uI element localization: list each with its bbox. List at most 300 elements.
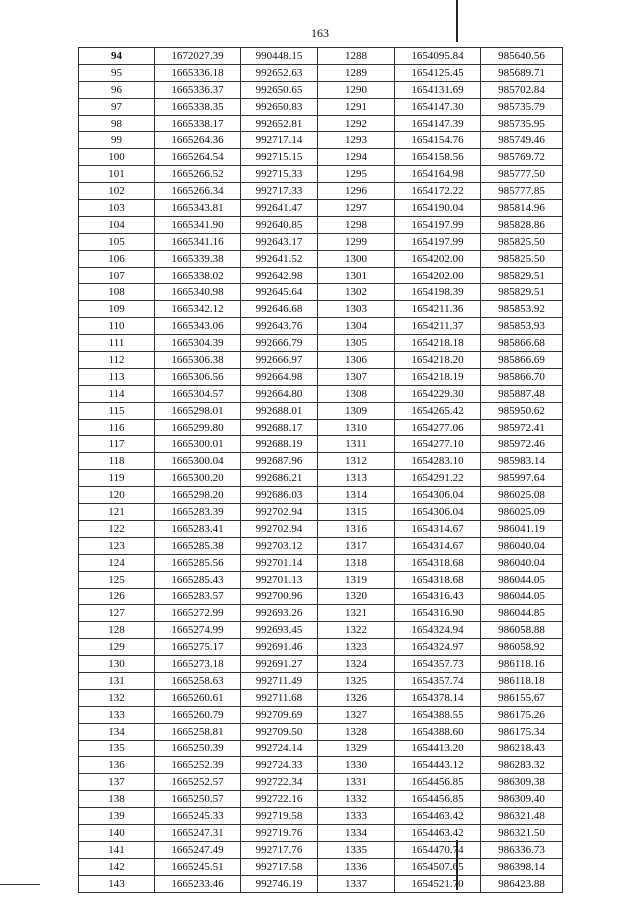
table-cell-col-id: 98	[79, 115, 155, 132]
table-cell-col-x: 1665336.37	[155, 81, 241, 98]
table-cell-col-y: 992688.17	[241, 419, 318, 436]
table-row	[79, 504, 563, 521]
table-cell-col-x2: 1654202.00	[395, 267, 481, 284]
table-cell-col-id2: 1317	[318, 537, 395, 554]
table-cell-col-x2: 1654413.20	[395, 740, 481, 757]
table-cell-col-y2: 986309.38	[481, 774, 563, 791]
table-cell-col-y2: 985825.50	[481, 250, 563, 267]
table-cell-col-x: 1665336.18	[155, 64, 241, 81]
table-cell-col-x2: 1654463.42	[395, 808, 481, 825]
table-cell-col-id: 143	[79, 875, 155, 892]
table-cell-col-x: 1665245.33	[155, 808, 241, 825]
table-cell-col-y: 992641.47	[241, 200, 318, 217]
table-cell-col-x: 1672027.39	[155, 48, 241, 65]
table-cell-col-y2: 985689.71	[481, 64, 563, 81]
table-cell-col-x: 1665250.39	[155, 740, 241, 757]
table-cell-col-x: 1665343.81	[155, 200, 241, 217]
table-cell-col-id: 97	[79, 98, 155, 115]
table-cell-col-id: 111	[79, 335, 155, 352]
table-cell-col-y: 992693.26	[241, 605, 318, 622]
table-cell-col-y2: 986025.09	[481, 504, 563, 521]
table-cell-col-x: 1665304.39	[155, 335, 241, 352]
table-cell-col-id: 127	[79, 605, 155, 622]
table-cell-col-id: 121	[79, 504, 155, 521]
table-cell-col-x: 1665300.20	[155, 470, 241, 487]
table-row	[79, 115, 563, 132]
table-cell-col-y2: 985983.14	[481, 453, 563, 470]
table-cell-col-id2: 1293	[318, 132, 395, 149]
table-row	[79, 554, 563, 571]
table-row	[79, 402, 563, 419]
table-row	[79, 858, 563, 875]
table-cell-col-x: 1665275.17	[155, 639, 241, 656]
table-cell-col-y2: 985735.95	[481, 115, 563, 132]
table-cell-col-id2: 1320	[318, 588, 395, 605]
table-cell-col-x2: 1654202.00	[395, 250, 481, 267]
table-cell-col-id: 132	[79, 689, 155, 706]
table-cell-col-y: 992700.96	[241, 588, 318, 605]
table-cell-col-y2: 985735.79	[481, 98, 563, 115]
table-cell-col-id: 138	[79, 791, 155, 808]
table-cell-col-y2: 986040.04	[481, 537, 563, 554]
table-cell-col-x2: 1654324.97	[395, 639, 481, 656]
table-cell-col-y2: 985828.86	[481, 216, 563, 233]
table-cell-col-y: 992715.15	[241, 149, 318, 166]
table-cell-col-y: 992717.33	[241, 183, 318, 200]
table-cell-col-x: 1665341.90	[155, 216, 241, 233]
table-row	[79, 841, 563, 858]
table-row	[79, 419, 563, 436]
table-cell-col-x: 1665283.39	[155, 504, 241, 521]
table-cell-col-x2: 1654388.60	[395, 723, 481, 740]
table-cell-col-id2: 1308	[318, 385, 395, 402]
table-cell-col-id: 136	[79, 757, 155, 774]
table-cell-col-id: 122	[79, 520, 155, 537]
table-cell-col-id2: 1322	[318, 622, 395, 639]
table-cell-col-y: 992711.49	[241, 672, 318, 689]
table-cell-col-id: 100	[79, 149, 155, 166]
table-cell-col-y2: 986058.88	[481, 622, 563, 639]
table-cell-col-id2: 1297	[318, 200, 395, 217]
table-cell-col-x: 1665285.56	[155, 554, 241, 571]
table-cell-col-x2: 1654291.22	[395, 470, 481, 487]
table-cell-col-y2: 985866.68	[481, 335, 563, 352]
table-cell-col-x: 1665298.20	[155, 487, 241, 504]
table-row	[79, 98, 563, 115]
table-cell-col-y2: 986118.16	[481, 656, 563, 673]
table-cell-col-y: 992722.16	[241, 791, 318, 808]
table-cell-col-y2: 986321.50	[481, 824, 563, 841]
table-cell-col-y: 992666.79	[241, 335, 318, 352]
table-cell-col-x2: 1654095.84	[395, 48, 481, 65]
table-cell-col-x: 1665258.81	[155, 723, 241, 740]
table-cell-col-y2: 986040.04	[481, 554, 563, 571]
table-cell-col-id2: 1331	[318, 774, 395, 791]
table-cell-col-y2: 986175.26	[481, 706, 563, 723]
table-cell-col-id2: 1294	[318, 149, 395, 166]
table-cell-col-x: 1665252.57	[155, 774, 241, 791]
table-cell-col-id2: 1336	[318, 858, 395, 875]
table-cell-col-id2: 1300	[318, 250, 395, 267]
table-cell-col-id: 112	[79, 352, 155, 369]
table-cell-col-y: 992702.94	[241, 520, 318, 537]
table-cell-col-x: 1665283.41	[155, 520, 241, 537]
table-cell-col-y2: 986041.19	[481, 520, 563, 537]
table-cell-col-x: 1665304.57	[155, 385, 241, 402]
table-cell-col-y: 992687.96	[241, 453, 318, 470]
table-cell-col-y: 992664.80	[241, 385, 318, 402]
table-cell-col-id2: 1315	[318, 504, 395, 521]
table-cell-col-x: 1665258.63	[155, 672, 241, 689]
table-cell-col-id: 124	[79, 554, 155, 571]
table-cell-col-x2: 1654229.30	[395, 385, 481, 402]
table-cell-col-id: 106	[79, 250, 155, 267]
table-cell-col-y: 992688.19	[241, 436, 318, 453]
table-cell-col-x: 1665247.49	[155, 841, 241, 858]
page-number: 163	[311, 26, 329, 40]
table-row	[79, 639, 563, 656]
table-cell-col-x: 1665250.57	[155, 791, 241, 808]
table-cell-col-x2: 1654218.20	[395, 352, 481, 369]
table-cell-col-y: 992722.34	[241, 774, 318, 791]
table-cell-col-id2: 1324	[318, 656, 395, 673]
table-row	[79, 689, 563, 706]
table-cell-col-x2: 1654198.39	[395, 284, 481, 301]
table-cell-col-y: 992711.68	[241, 689, 318, 706]
table-cell-col-y2: 985972.46	[481, 436, 563, 453]
table-cell-col-y2: 986321.48	[481, 808, 563, 825]
table-row	[79, 453, 563, 470]
table-cell-col-id: 123	[79, 537, 155, 554]
table-row	[79, 132, 563, 149]
table-cell-col-x: 1665274.99	[155, 622, 241, 639]
table-cell-col-x: 1665264.54	[155, 149, 241, 166]
table-cell-col-y: 992686.21	[241, 470, 318, 487]
table-cell-col-y: 992641.52	[241, 250, 318, 267]
table-cell-col-id: 119	[79, 470, 155, 487]
table-cell-col-x: 1665272.99	[155, 605, 241, 622]
table-cell-col-y: 992717.58	[241, 858, 318, 875]
table-cell-col-id: 131	[79, 672, 155, 689]
table-cell-col-y2: 985829.51	[481, 267, 563, 284]
table-row	[79, 588, 563, 605]
table-cell-col-x2: 1654265.42	[395, 402, 481, 419]
table-cell-col-y2: 986155.67	[481, 689, 563, 706]
scan-bottom-line	[0, 884, 40, 885]
table-row	[79, 64, 563, 81]
table-cell-col-id2: 1334	[318, 824, 395, 841]
table-row	[79, 385, 563, 402]
table-cell-col-x: 1665343.06	[155, 318, 241, 335]
table-cell-col-x: 1665300.01	[155, 436, 241, 453]
table-cell-col-x: 1665341.16	[155, 233, 241, 250]
table-cell-col-id2: 1311	[318, 436, 395, 453]
table-cell-col-id2: 1327	[318, 706, 395, 723]
table-cell-col-y2: 985853.93	[481, 318, 563, 335]
table-cell-col-x: 1665264.36	[155, 132, 241, 149]
table-cell-col-id2: 1303	[318, 301, 395, 318]
table-cell-col-y: 992691.46	[241, 639, 318, 656]
table-cell-col-id: 109	[79, 301, 155, 318]
table-cell-col-x: 1665342.12	[155, 301, 241, 318]
table-cell-col-y2: 986283.32	[481, 757, 563, 774]
table-row	[79, 740, 563, 757]
table-cell-col-id2: 1325	[318, 672, 395, 689]
table-cell-col-x2: 1654388.55	[395, 706, 481, 723]
table-cell-col-id: 110	[79, 318, 155, 335]
table-cell-col-id2: 1291	[318, 98, 395, 115]
table-cell-col-id2: 1310	[318, 419, 395, 436]
table-cell-col-y2: 985640.56	[481, 48, 563, 65]
table-cell-col-id: 105	[79, 233, 155, 250]
table-cell-col-x2: 1654324.94	[395, 622, 481, 639]
coordinates-table	[78, 47, 563, 893]
table-row	[79, 216, 563, 233]
table-cell-col-x2: 1654211.36	[395, 301, 481, 318]
table-row	[79, 824, 563, 841]
table-cell-col-y: 992652.81	[241, 115, 318, 132]
table-cell-col-y: 992640.85	[241, 216, 318, 233]
table-cell-col-y: 992717.14	[241, 132, 318, 149]
table-cell-col-x2: 1654316.90	[395, 605, 481, 622]
table-row	[79, 706, 563, 723]
scan-edge-mark-top	[456, 0, 458, 42]
table-row	[79, 723, 563, 740]
table-cell-col-id2: 1306	[318, 352, 395, 369]
table-cell-col-id: 125	[79, 571, 155, 588]
table-cell-col-x2: 1654218.18	[395, 335, 481, 352]
table-cell-col-y2: 985866.70	[481, 368, 563, 385]
table-cell-col-x2: 1654456.85	[395, 791, 481, 808]
table-cell-col-id: 135	[79, 740, 155, 757]
table-cell-col-id2: 1298	[318, 216, 395, 233]
table-cell-col-y2: 985825.50	[481, 233, 563, 250]
table-cell-col-id: 116	[79, 419, 155, 436]
table-cell-col-id: 139	[79, 808, 155, 825]
table-row	[79, 436, 563, 453]
table-cell-col-x: 1665338.17	[155, 115, 241, 132]
table-cell-col-x: 1665340.98	[155, 284, 241, 301]
table-cell-col-x: 1665260.61	[155, 689, 241, 706]
table-cell-col-y2: 986058.92	[481, 639, 563, 656]
table-row	[79, 656, 563, 673]
table-cell-col-y2: 985950.62	[481, 402, 563, 419]
table-cell-col-id2: 1318	[318, 554, 395, 571]
table-cell-col-y2: 986044.05	[481, 588, 563, 605]
table-cell-col-y: 992686.03	[241, 487, 318, 504]
table-cell-col-id: 103	[79, 200, 155, 217]
table-cell-col-x2: 1654318.68	[395, 554, 481, 571]
table-cell-col-x2: 1654456.85	[395, 774, 481, 791]
table-cell-col-y: 992703.12	[241, 537, 318, 554]
table-cell-col-y: 992645.64	[241, 284, 318, 301]
table-row	[79, 301, 563, 318]
table-cell-col-id: 96	[79, 81, 155, 98]
table-cell-col-y: 992691.27	[241, 656, 318, 673]
table-row	[79, 335, 563, 352]
table-row	[79, 81, 563, 98]
table-cell-col-id2: 1309	[318, 402, 395, 419]
table-cell-col-x: 1665306.38	[155, 352, 241, 369]
table-cell-col-x2: 1654470.74	[395, 841, 481, 858]
table-cell-col-id2: 1288	[318, 48, 395, 65]
table-cell-col-y: 992709.50	[241, 723, 318, 740]
table-cell-col-y2: 986044.05	[481, 571, 563, 588]
table-row	[79, 48, 563, 65]
table-cell-col-x2: 1654125.45	[395, 64, 481, 81]
table-cell-col-y2: 986118.18	[481, 672, 563, 689]
table-cell-col-y: 992643.76	[241, 318, 318, 335]
table-cell-col-id: 129	[79, 639, 155, 656]
table-cell-col-y: 992701.13	[241, 571, 318, 588]
table-row	[79, 757, 563, 774]
table-cell-col-id: 141	[79, 841, 155, 858]
table-row	[79, 672, 563, 689]
table-cell-col-y2: 985972.41	[481, 419, 563, 436]
table-cell-col-x2: 1654277.10	[395, 436, 481, 453]
table-cell-col-id: 101	[79, 166, 155, 183]
table-cell-col-id2: 1332	[318, 791, 395, 808]
table-cell-col-x2: 1654521.70	[395, 875, 481, 892]
table-cell-col-y2: 986398.14	[481, 858, 563, 875]
table-cell-col-id: 102	[79, 183, 155, 200]
table-cell-col-x2: 1654277.06	[395, 419, 481, 436]
table-cell-col-id2: 1316	[318, 520, 395, 537]
table-cell-col-id2: 1321	[318, 605, 395, 622]
table-row	[79, 791, 563, 808]
table-cell-col-id2: 1335	[318, 841, 395, 858]
table-cell-col-x: 1665266.34	[155, 183, 241, 200]
table-cell-col-y: 992688.01	[241, 402, 318, 419]
table-cell-col-x2: 1654190.04	[395, 200, 481, 217]
table-cell-col-id: 133	[79, 706, 155, 723]
table-row	[79, 166, 563, 183]
table-cell-col-x: 1665338.02	[155, 267, 241, 284]
table-cell-col-x: 1665247.31	[155, 824, 241, 841]
table-cell-col-x: 1665298.01	[155, 402, 241, 419]
table-cell-col-y: 992650.83	[241, 98, 318, 115]
table-row	[79, 520, 563, 537]
table-cell-col-x: 1665299.80	[155, 419, 241, 436]
table-cell-col-y2: 985749.46	[481, 132, 563, 149]
table-cell-col-y2: 985997.64	[481, 470, 563, 487]
table-cell-col-y: 992724.33	[241, 757, 318, 774]
table-cell-col-y: 992701.14	[241, 554, 318, 571]
table-cell-col-x: 1665233.46	[155, 875, 241, 892]
table-row	[79, 149, 563, 166]
table-row	[79, 368, 563, 385]
table-cell-col-id: 118	[79, 453, 155, 470]
table-row	[79, 200, 563, 217]
table-cell-col-id: 134	[79, 723, 155, 740]
table-cell-col-x2: 1654507.65	[395, 858, 481, 875]
table-cell-col-x2: 1654147.39	[395, 115, 481, 132]
table-cell-col-id2: 1307	[318, 368, 395, 385]
table-cell-col-x: 1665339.38	[155, 250, 241, 267]
table-cell-col-x2: 1654158.56	[395, 149, 481, 166]
table-cell-col-x: 1665260.79	[155, 706, 241, 723]
table-cell-col-x2: 1654147.30	[395, 98, 481, 115]
table-cell-col-id2: 1305	[318, 335, 395, 352]
table-cell-col-y: 992693.45	[241, 622, 318, 639]
table-cell-col-x: 1665306.56	[155, 368, 241, 385]
table-row	[79, 250, 563, 267]
table-cell-col-x: 1665285.43	[155, 571, 241, 588]
table-cell-col-y2: 986423.88	[481, 875, 563, 892]
table-cell-col-x2: 1654131.69	[395, 81, 481, 98]
table-cell-col-y: 992643.17	[241, 233, 318, 250]
table-cell-col-x2: 1654357.74	[395, 672, 481, 689]
table-cell-col-x2: 1654378.14	[395, 689, 481, 706]
table-row	[79, 284, 563, 301]
table-cell-col-y: 992666.97	[241, 352, 318, 369]
table-cell-col-id2: 1314	[318, 487, 395, 504]
table-cell-col-x2: 1654314.67	[395, 520, 481, 537]
table-cell-col-y: 992715.33	[241, 166, 318, 183]
table-cell-col-y: 992719.76	[241, 824, 318, 841]
table-cell-col-y2: 985866.69	[481, 352, 563, 369]
table-row	[79, 233, 563, 250]
table-row	[79, 487, 563, 504]
table-cell-col-id: 94	[79, 48, 155, 65]
table-cell-col-id2: 1289	[318, 64, 395, 81]
table-cell-col-y: 992642.98	[241, 267, 318, 284]
table-cell-col-id: 126	[79, 588, 155, 605]
table-cell-col-y2: 986025.08	[481, 487, 563, 504]
table-cell-col-y2: 985853.92	[481, 301, 563, 318]
table-cell-col-id: 130	[79, 656, 155, 673]
table-cell-col-x2: 1654314.67	[395, 537, 481, 554]
table-cell-col-y2: 986309.40	[481, 791, 563, 808]
table-cell-col-x2: 1654283.10	[395, 453, 481, 470]
table-cell-col-x: 1665273.18	[155, 656, 241, 673]
table-cell-col-x2: 1654197.99	[395, 233, 481, 250]
table-row	[79, 571, 563, 588]
table-cell-col-y2: 986218.43	[481, 740, 563, 757]
table-cell-col-x2: 1654154.76	[395, 132, 481, 149]
table-cell-col-x: 1665300.04	[155, 453, 241, 470]
table-cell-col-y: 992702.94	[241, 504, 318, 521]
table-row	[79, 470, 563, 487]
table-cell-col-x2: 1654443.12	[395, 757, 481, 774]
table-cell-col-x2: 1654218.19	[395, 368, 481, 385]
table-cell-col-y2: 985702.84	[481, 81, 563, 98]
table-cell-col-y: 992664.98	[241, 368, 318, 385]
table-cell-col-y: 992646.68	[241, 301, 318, 318]
table-cell-col-y: 992746.19	[241, 875, 318, 892]
table-cell-col-id: 120	[79, 487, 155, 504]
coordinates-table-body	[79, 48, 563, 893]
table-cell-col-y: 992709.69	[241, 706, 318, 723]
table-row	[79, 875, 563, 892]
table-cell-col-id2: 1329	[318, 740, 395, 757]
table-cell-col-x: 1665252.39	[155, 757, 241, 774]
table-cell-col-id: 117	[79, 436, 155, 453]
table-row	[79, 808, 563, 825]
table-cell-col-x: 1665338.35	[155, 98, 241, 115]
table-cell-col-id: 140	[79, 824, 155, 841]
table-cell-col-y2: 985887.48	[481, 385, 563, 402]
table-cell-col-x2: 1654357.73	[395, 656, 481, 673]
table-cell-col-id: 99	[79, 132, 155, 149]
table-cell-col-y2: 985829.51	[481, 284, 563, 301]
table-cell-col-id: 107	[79, 267, 155, 284]
table-cell-col-y: 992724.14	[241, 740, 318, 757]
table-cell-col-x: 1665283.57	[155, 588, 241, 605]
table-cell-col-x2: 1654316.43	[395, 588, 481, 605]
table-cell-col-id2: 1333	[318, 808, 395, 825]
table-cell-col-y2: 985777.50	[481, 166, 563, 183]
